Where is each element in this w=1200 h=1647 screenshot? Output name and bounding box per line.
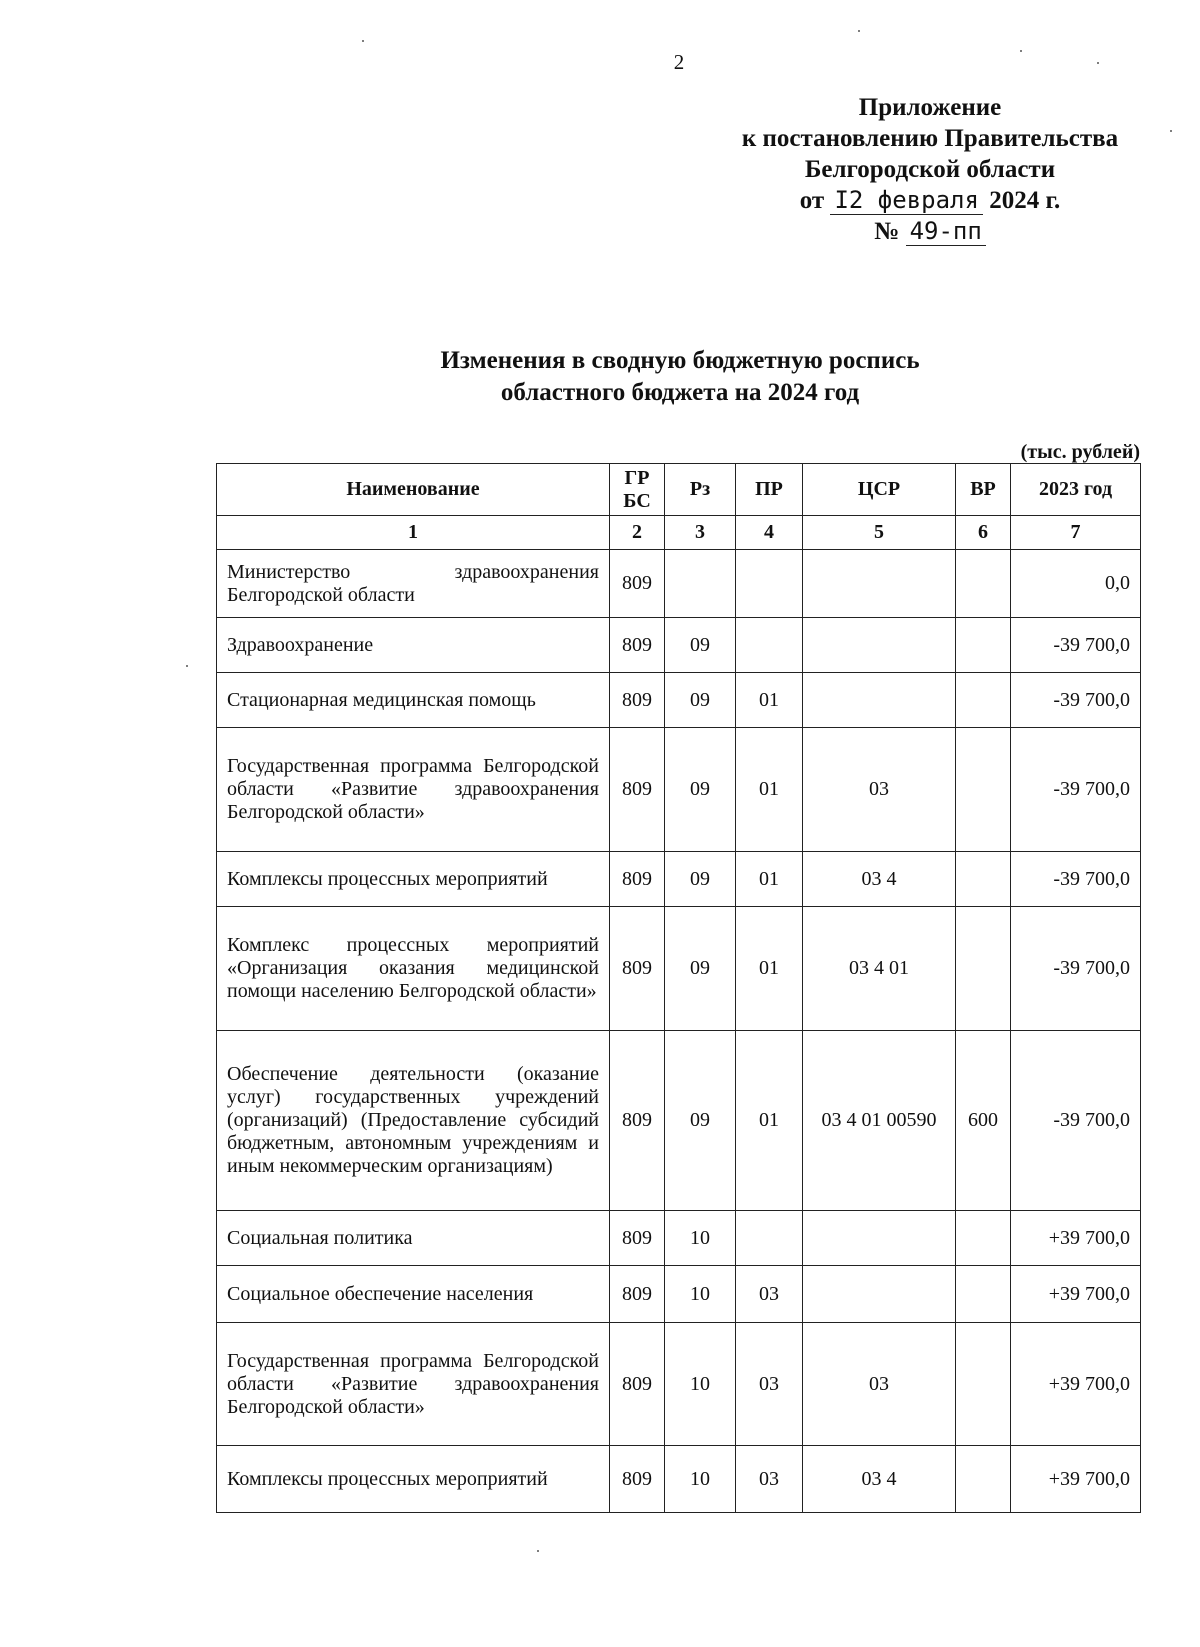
appendix-title: Приложение — [858, 94, 1002, 121]
row-name: Социальное обеспечение населения — [217, 1266, 610, 1323]
row-vr — [956, 1266, 1011, 1323]
row-grbs: 809 — [610, 673, 665, 728]
appendix-resolution-line: к постановлению Правительства — [741, 125, 1119, 152]
header-pr: ПР — [736, 464, 803, 516]
column-number: 3 — [665, 516, 736, 550]
table-header-row — [217, 464, 1141, 516]
row-rz: 10 — [665, 1323, 736, 1446]
document-title-line-2: областного бюджета на 2024 год — [500, 379, 860, 406]
appendix-region-line: Белгородской области — [804, 156, 1056, 183]
row-vr — [956, 618, 1011, 673]
table-row — [217, 1323, 1141, 1446]
row-amount: +39 700,0 — [1011, 1323, 1141, 1446]
document-title — [300, 345, 1060, 409]
row-vr — [956, 1446, 1011, 1513]
column-number: 7 — [1011, 516, 1141, 550]
row-vr — [956, 673, 1011, 728]
table-row — [217, 852, 1141, 907]
row-amount: +39 700,0 — [1011, 1266, 1141, 1323]
row-pr: 01 — [736, 673, 803, 728]
row-vr: 600 — [956, 1031, 1011, 1211]
row-grbs: 809 — [610, 618, 665, 673]
appendix-header — [690, 92, 1170, 247]
header-vr: ВР — [956, 464, 1011, 516]
header-year: 2023 год — [1011, 464, 1141, 516]
row-amount: +39 700,0 — [1011, 1211, 1141, 1266]
row-vr — [956, 550, 1011, 618]
row-name: Государственная программа Белгородской области «Развитие здравоохранения Белгородской области» — [217, 1323, 610, 1446]
table-row — [217, 907, 1141, 1031]
column-number: 1 — [217, 516, 610, 550]
row-name: Комплексы процессных мероприятий — [217, 1446, 610, 1513]
appendix-date-line — [690, 185, 1170, 216]
table-row — [217, 1031, 1141, 1211]
row-grbs: 809 — [610, 1031, 665, 1211]
row-grbs: 809 — [610, 907, 665, 1031]
row-rz — [665, 550, 736, 618]
table-row — [217, 618, 1141, 673]
date-suffix: 2024 г. — [989, 187, 1061, 214]
row-name: Стационарная медицинская помощь — [217, 673, 610, 728]
table-row — [217, 550, 1141, 618]
header-name: Наименование — [217, 464, 610, 516]
row-grbs: 809 — [610, 1323, 665, 1446]
row-grbs: 809 — [610, 852, 665, 907]
table-row — [217, 1266, 1141, 1323]
row-pr: 03 — [736, 1266, 803, 1323]
row-csr — [803, 550, 956, 618]
row-rz: 09 — [665, 907, 736, 1031]
row-pr: 01 — [736, 1031, 803, 1211]
row-name: Комплекс процессных мероприятий «Организация оказания медицинской помощи населению Белгородской области» — [217, 907, 610, 1031]
row-pr: 03 — [736, 1446, 803, 1513]
row-csr: 03 4 01 00590 — [803, 1031, 956, 1211]
row-pr: 03 — [736, 1323, 803, 1446]
row-rz: 10 — [665, 1211, 736, 1266]
units-label: (тыс. рублей) — [1020, 441, 1140, 463]
row-pr — [736, 550, 803, 618]
table-row — [217, 728, 1141, 852]
row-grbs: 809 — [610, 1211, 665, 1266]
row-name: Социальная политика — [217, 1211, 610, 1266]
row-pr — [736, 1211, 803, 1266]
row-amount: -39 700,0 — [1011, 728, 1141, 852]
row-amount: 0,0 — [1011, 550, 1141, 618]
row-csr — [803, 618, 956, 673]
column-number: 4 — [736, 516, 803, 550]
row-rz: 09 — [665, 852, 736, 907]
row-grbs: 809 — [610, 1446, 665, 1513]
budget-changes-table — [216, 463, 1141, 1513]
row-rz: 10 — [665, 1446, 736, 1513]
row-csr — [803, 1211, 956, 1266]
row-rz: 09 — [665, 618, 736, 673]
row-amount: -39 700,0 — [1011, 852, 1141, 907]
row-csr — [803, 673, 956, 728]
row-csr — [803, 1266, 956, 1323]
row-name: Государственная программа Белгородской области «Развитие здравоохранения Белгородской области» — [217, 728, 610, 852]
appendix-number-line — [690, 216, 1170, 247]
row-pr: 01 — [736, 728, 803, 852]
row-rz: 09 — [665, 673, 736, 728]
row-amount: -39 700,0 — [1011, 1031, 1141, 1211]
row-name: Министерство здравоохранения Белгородской области — [217, 550, 610, 618]
page-number: 2 — [673, 50, 685, 74]
row-csr: 03 — [803, 728, 956, 852]
row-name: Здравоохранение — [217, 618, 610, 673]
row-rz: 09 — [665, 728, 736, 852]
number-prefix: № — [874, 218, 900, 245]
column-number: 5 — [803, 516, 956, 550]
row-grbs: 809 — [610, 550, 665, 618]
header-csr: ЦСР — [803, 464, 956, 516]
column-number: 6 — [956, 516, 1011, 550]
table-column-numbers-row — [217, 516, 1141, 550]
row-amount: -39 700,0 — [1011, 907, 1141, 1031]
row-vr — [956, 728, 1011, 852]
document-title-line-1: Изменения в сводную бюджетную роспись — [440, 347, 920, 374]
row-vr — [956, 1323, 1011, 1446]
row-amount: -39 700,0 — [1011, 673, 1141, 728]
number-value: 49-пп — [906, 217, 986, 246]
column-number: 2 — [610, 516, 665, 550]
row-vr — [956, 852, 1011, 907]
row-pr — [736, 618, 803, 673]
row-csr: 03 4 — [803, 852, 956, 907]
table-row — [217, 1446, 1141, 1513]
row-rz: 09 — [665, 1031, 736, 1211]
row-amount: -39 700,0 — [1011, 618, 1141, 673]
row-csr: 03 — [803, 1323, 956, 1446]
row-pr: 01 — [736, 852, 803, 907]
row-name: Комплексы процессных мероприятий — [217, 852, 610, 907]
row-rz: 10 — [665, 1266, 736, 1323]
row-csr: 03 4 — [803, 1446, 956, 1513]
row-vr — [956, 907, 1011, 1031]
table-row — [217, 1211, 1141, 1266]
row-pr: 01 — [736, 907, 803, 1031]
header-grbs: ГР БС — [610, 464, 665, 516]
row-csr: 03 4 01 — [803, 907, 956, 1031]
date-prefix: от — [799, 187, 825, 214]
header-rz: Рз — [665, 464, 736, 516]
row-grbs: 809 — [610, 728, 665, 852]
row-vr — [956, 1211, 1011, 1266]
row-amount: +39 700,0 — [1011, 1446, 1141, 1513]
row-grbs: 809 — [610, 1266, 665, 1323]
table-row — [217, 673, 1141, 728]
row-name: Обеспечение деятельности (оказание услуг) государственных учреждений (организаций) (Предоставление субсидий бюджетным, автономным учреждениям и иным некоммерческим организациям) — [217, 1031, 610, 1211]
date-value: I2 февраля — [830, 186, 983, 215]
